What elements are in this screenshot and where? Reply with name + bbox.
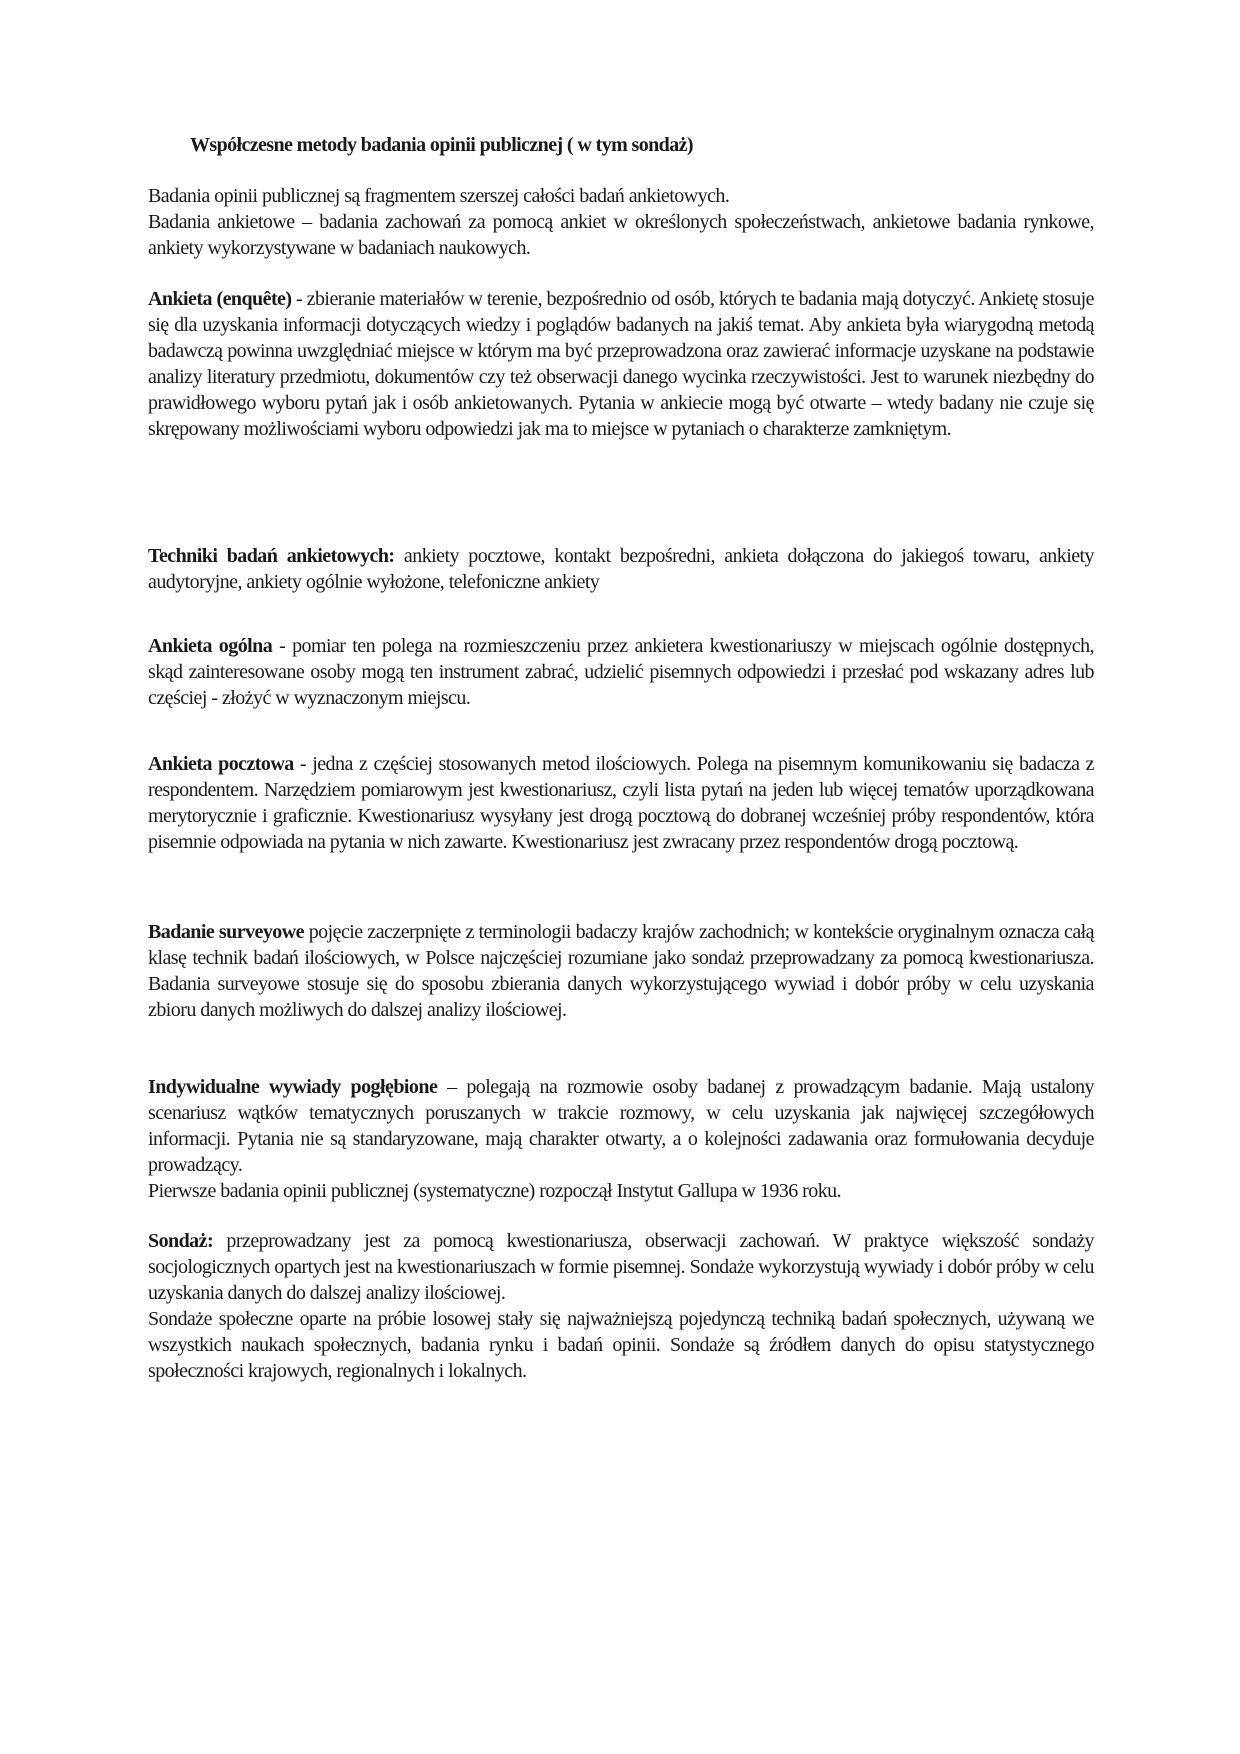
paragraph xyxy=(148,752,1094,856)
paragraph-extra: Sondaże społeczne oparte na próbie losowej stały się najważniejszą pojedynczą techniką badań społecznych, używaną we wszystkich naukach społecznych, badania rynku i badań opinii. Sondaże są źródłem danych do opisu statystycznego społeczności krajowych, regionalnych i lokalnych. xyxy=(148,1307,1094,1382)
definition: przeprowadzany jest za pomocą kwestionariusza, obserwacji zachowań. W praktyce większość sondaży socjologicznych opartych jest na kwestionariuszach w formie pisemnej. Sondaże wykorzystują wywiady i dobór próby w celu uzyskania danych do dalszej analizy ilościowej. xyxy=(148,1230,1094,1304)
definition: - zbieranie materiałów w terenie, bezpośrednio od osób, których te badania mają dotyczyć. Ankietę stosuje się dla uzyskania informacji dotyczących wiedzy i poglądów badanych na jakiś temat. Aby ankieta była wiarygodną metodą badawczą powinna uwzględniać miejsce w którym ma być przeprowadzona oraz zawierać informacje uzyskane na podstawie analizy literatury przedmiotu, dokumentów czy też obserwacji danego wycinka rzeczywistości. Jest to warunek niezbędny do prawidłowego wyboru pytań jak i osób ankietowanych. Pytania w ankiecie mogą być otwarte – wtedy badany nie czuje się skrępowany możliwościami wyboru odpowiedzi jak ma to miejsce w pytaniach o charakterze zamkniętym. xyxy=(148,288,1094,440)
section-techniki xyxy=(148,544,1094,596)
paragraph xyxy=(148,1075,1094,1179)
document-title: Współczesne metody badania opinii publicznej ( w tym sondaż) xyxy=(190,134,693,156)
intro-paragraph: Badania ankietowe – badania zachowań za pomocą ankiet w określonych społeczeństwach, ankietowe badania rynkowe, ankiety wykorzystywane w badaniach naukowych. xyxy=(148,210,1094,259)
definition: pojęcie zaczerpnięte z terminologii badaczy krajów zachodnich; w kontekście oryginalnym oznacza całą klasę technik badań ilościowych, w Polsce najczęściej rozumiane jako sondaż przeprowadzany za pomocą kwestionariusza. Badania surveyowe stosuje się do sposobu zbierania danych wykorzystującego wywiad i dobór próby w celu uzyskania zbioru danych możliwych do dalszej analizy ilościowej. xyxy=(148,921,1094,1021)
paragraph xyxy=(148,920,1094,1024)
section-badanie-surveyowe xyxy=(148,920,1094,1024)
paragraph xyxy=(148,287,1094,442)
paragraph xyxy=(148,544,1094,596)
paragraph xyxy=(148,1229,1094,1307)
term: Badanie surveyowe xyxy=(148,921,304,943)
section-wywiady xyxy=(148,1075,1094,1205)
term: Indywidualne wywiady pogłębione xyxy=(148,1076,438,1098)
paragraph-extra: Pierwsze badania opinii publicznej (systematyczne) rozpoczął Instytut Gallupa w 1936 roku. xyxy=(148,1179,842,1202)
section-ankieta-ogolna xyxy=(148,634,1094,712)
term: Ankieta (enquête) xyxy=(148,288,292,310)
term: Techniki badań ankietowych: xyxy=(148,545,395,567)
section-ankieta xyxy=(148,287,1094,442)
definition: ankiety pocztowe, kontakt bezpośredni, ankieta dołączona do jakiegoś towaru, ankiety audytoryjne, ankiety ogólnie wyłożone, telefoniczne ankiety xyxy=(148,545,1094,593)
paragraph xyxy=(148,634,1094,712)
term: Sondaż: xyxy=(148,1230,214,1252)
intro-line: Badania opinii publicznej są fragmentem szerszej całości badań ankietowych. xyxy=(148,185,730,207)
intro-section xyxy=(148,184,1094,262)
term: Ankieta pocztowa xyxy=(148,753,294,775)
term: Ankieta ogólna xyxy=(148,635,273,657)
definition: - pomiar ten polega na rozmieszczeniu przez ankietera kwestionariuszy w miejscach ogólnie dostępnych, skąd zainteresowane osoby mogą ten instrument zabrać, udzielić pisemnych odpowiedzi i przesłać pod wskazany adres lub częściej - złożyć w wyznaczonym miejscu. xyxy=(148,635,1094,709)
section-ankieta-pocztowa xyxy=(148,752,1094,856)
definition: - jedna z częściej stosowanych metod ilościowych. Polega na pisemnym komunikowaniu się badacza z respondentem. Narzędziem pomiarowym jest kwestionariusz, czyli lista pytań na jeden lub więcej tematów uporządkowana merytorycznie i graficznie. Kwestionariusz wysyłany jest drogą pocztową do dobranej wcześniej próby respondentów, która pisemnie odpowiada na pytania w nich zawarte. Kwestionariusz jest zwracany przez respondentów drogą pocztową. xyxy=(148,753,1094,853)
section-sondaz xyxy=(148,1229,1094,1384)
definition: – polegają na rozmowie osoby badanej z prowadzącym badanie. Mają ustalony scenariusz wątków tematycznych poruszanych w trakcie rozmowy, w celu uzyskania jak najwięcej szczegółowych informacji. Pytania nie są standaryzowane, mają charakter otwarty, a o kolejności zadawania oraz formułowania decyduje prowadzący. xyxy=(148,1076,1094,1176)
